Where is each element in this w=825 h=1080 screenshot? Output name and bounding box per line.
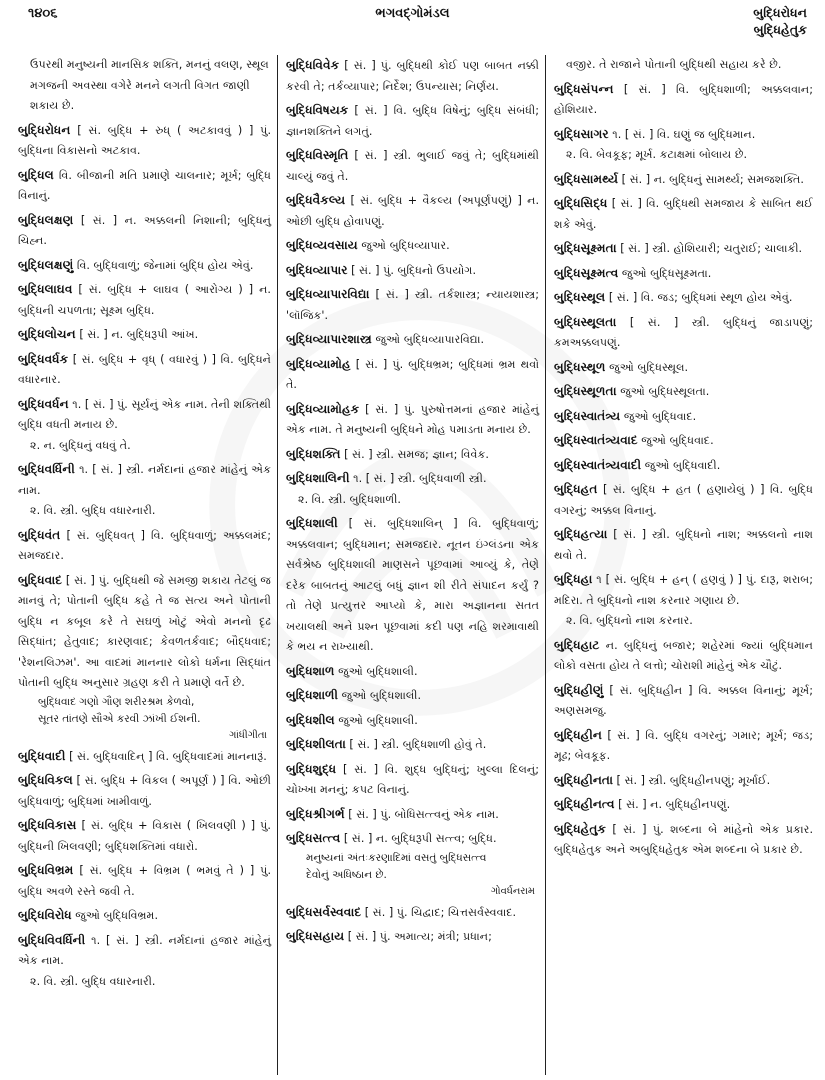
entry-headword: બુદ્ધિહા bbox=[554, 572, 593, 586]
entry-headword: બુદ્ધિસામર્થ્ય bbox=[554, 171, 619, 186]
guide-word-last: બુદ્ધિહેતુક bbox=[753, 22, 807, 37]
entry-definition: [ સં. ] સ્ત્રી. બુદ્ધિનો નાશ; અક્કલનો નાશ થવો તે. bbox=[554, 528, 813, 562]
entry-headword: બુદ્ધિવિકલ bbox=[18, 773, 73, 787]
entry-headword: બુદ્ધિવ્યાપારશાસ્ત્ર bbox=[286, 332, 372, 346]
entry-headword: બુદ્ધિવાદ bbox=[18, 572, 63, 587]
dictionary-entry bbox=[554, 569, 813, 632]
entry-headword: બુદ્ધિહીનતા bbox=[554, 772, 613, 787]
entry-headword: બુદ્ધિસ્વાતંત્ર્યવાદ bbox=[554, 433, 638, 447]
dictionary-entry bbox=[18, 120, 271, 162]
entry-definition: [ સં. ] વિ. બુદ્ધિ વિષેનું; બુદ્ધિ સંબંધી; જ્ઞાનશક્તિને લગતું. bbox=[286, 104, 539, 138]
dictionary-entry bbox=[554, 770, 813, 792]
entry-sub-sense: ૨. વિ. બેવકૂફ; મૂર્ખ. કટાક્ષમાં બોલાય છે. bbox=[566, 148, 748, 161]
page-header bbox=[0, 0, 825, 52]
entry-headword: બુદ્ધિવર્ધિની bbox=[18, 462, 75, 476]
entry-headword: બુદ્ધિવિભ્રમ bbox=[18, 863, 74, 877]
entry-headword: બુદ્ધિહેતુક bbox=[554, 821, 607, 836]
dictionary-entry bbox=[18, 815, 271, 857]
entry-continuation: ઉપરથી મનુષ્યની માનસિક શક્તિ, મનનું વલણ, સ્થૂલ મગજની અવસ્થા વગેરે મનને લગતી વિગત જાણી શકાય છે. bbox=[30, 58, 269, 112]
entry-definition: ન. બુદ્ધિનું બજાર; શહેરમાં જ્યાં બુદ્ધિમાન લોકો વસતા હોય તે લત્તો; ચોરાશી માંહેનું એક ચૌટું. bbox=[554, 638, 813, 672]
dictionary-entry bbox=[18, 394, 271, 457]
dictionary-entry bbox=[286, 55, 539, 97]
entry-definition: [ સં. બુદ્ધિ + વિભ્રમ ( ભમવું તે ) ] પું. બુદ્ધિ અવળે રસ્તે જવી તે. bbox=[18, 864, 271, 898]
dictionary-entry bbox=[554, 479, 813, 521]
dictionary-entry bbox=[554, 819, 813, 861]
entry-headword: બુદ્ધિશક્તિ bbox=[286, 446, 341, 461]
dictionary-entry bbox=[554, 312, 813, 354]
dictionary-entry bbox=[554, 635, 813, 677]
dictionary-entry bbox=[554, 357, 813, 379]
entry-definition: [ સં. બુદ્ધિ + વિકાસ ( ખિલવણી ) ] પું. બુદ્ધિની ખિલવણી; બુદ્ધિશક્તિમાં વધારો. bbox=[18, 819, 271, 853]
entry-headword: બુદ્ધિલક્ષણ bbox=[18, 212, 74, 227]
dictionary-entry bbox=[18, 255, 271, 277]
dictionary-entry bbox=[286, 685, 539, 707]
entry-headword: બુદ્ધિસહાય bbox=[286, 929, 345, 943]
entry-headword: બુદ્ધિસ્થૂળ bbox=[554, 359, 606, 374]
entry-headword: બુદ્ધિસ્વાતંત્ર્યવાદી bbox=[554, 457, 642, 472]
entry-definition: [ સં. બુદ્ધિહીન ] વિ. અક્કલ વિનાનું; મૂર્ખ; અણસમજુ. bbox=[554, 683, 813, 717]
entry-headword: બુદ્ધિહીણું bbox=[554, 682, 604, 697]
entry-definition: જુઓ બુદ્ધિસ્થૂલતા. bbox=[620, 385, 710, 398]
entry-definition: [ સં. ] પું. બુદ્ધિથી કોઈ પણ બાબત નક્કી કરવી તે; તર્કવ્યાપાર; નિર્દેશ; ઉપન્યાસ; નિર્ણય. bbox=[286, 59, 539, 93]
entry-quote-line: સૂતર તાંતણે સૌએ કરવી ઝાંખી ઈશની. bbox=[38, 712, 201, 725]
dictionary-entry bbox=[554, 263, 813, 285]
dictionary-entry bbox=[554, 381, 813, 403]
entry-definition: વિ. બીજાની મતિ પ્રમાણે ચાલનાર; મૂર્ખ; બુદ્ધિ વિનાનું. bbox=[18, 168, 271, 202]
dictionary-entry bbox=[286, 145, 539, 187]
entry-headword: બુદ્ધિશાળી bbox=[286, 688, 339, 702]
entry-definition: જુઓ બુદ્ધિવિભ્રમ. bbox=[75, 909, 159, 922]
entry-definition: [ સં. ] સ્ત્રી. બુદ્ધિહીનપણું; મૂર્ખાઈ. bbox=[616, 773, 771, 787]
entry-quote-line: મનુષ્યનાં અંતઃકરણાદિમાં વસતું બુદ્ધિસત્ત્વ bbox=[306, 851, 487, 864]
entry-definition: જુઓ બુદ્ધિવાદ. bbox=[623, 409, 697, 423]
dictionary-entry bbox=[18, 930, 271, 993]
entry-sub-sense: ૨. વિ. સ્ત્રી. બુદ્ધિ વધારનારી. bbox=[30, 974, 156, 988]
entry-headword: બુદ્ધિસત્ત્વ bbox=[286, 831, 341, 845]
entry-definition: [ સં. બુદ્ધિ + હત ( હણાયેલું ) ] વિ. બુદ્ધિ વગરનું; અક્કલ વિનાનું. bbox=[554, 483, 813, 517]
dictionary-entry bbox=[554, 725, 813, 767]
entry-headword: બુદ્ધિવ્યાપારવિદ્યા bbox=[286, 287, 370, 301]
entry-headword: બુદ્ધિવાદી bbox=[18, 748, 66, 763]
entry-definition: [ સં. બુદ્ધિવાદિન્ ] વિ. બુદ્ધિવાદમાં માનનારૂં. bbox=[69, 749, 267, 763]
book-title: ભગવદ્ગોમંડલ bbox=[375, 6, 450, 21]
entry-definition: [ સં. બુદ્ધિ + લાઘવ ( આરોગ્ય ) ] ન. બુદ્ધિની ચપળતા; સૂક્ષ્મ બુદ્ધિ. bbox=[18, 283, 271, 317]
dictionary-entry bbox=[18, 570, 271, 743]
dictionary-entry bbox=[554, 430, 813, 452]
entry-headword: બુદ્ધિહત bbox=[554, 482, 598, 496]
dictionary-entry bbox=[554, 287, 813, 309]
dictionary-entry bbox=[286, 759, 539, 801]
entry-headword: બુદ્ધિશીલતા bbox=[286, 737, 346, 751]
entry-headword: બુદ્ધિવિરોધ bbox=[18, 908, 72, 922]
entry-sub-sense: ૨. વિ. બુદ્ધિનો નાશ કરનાર. bbox=[566, 614, 693, 627]
entry-headword: બુદ્ધિહત્યા bbox=[554, 527, 608, 541]
dictionary-entry bbox=[286, 468, 539, 510]
entry-headword: બુદ્ધિવ્યામોહક bbox=[286, 401, 360, 416]
entry-headword: બુદ્ધિસૂક્ષ્મત્વ bbox=[554, 265, 619, 280]
dictionary-entry bbox=[286, 513, 539, 658]
dictionary-entry bbox=[554, 79, 813, 121]
entry-definition: જુઓ બુદ્ધિવાદ. bbox=[641, 434, 714, 447]
entry-headword: બુદ્ધિવ્યાપાર bbox=[286, 262, 348, 277]
dictionary-entry bbox=[286, 902, 539, 924]
dictionary-entry bbox=[554, 794, 813, 816]
page-number: ૧૪૦૬ bbox=[28, 6, 58, 21]
entry-definition: જુઓ બુદ્ધિશાલી. bbox=[341, 689, 422, 702]
dictionary-entry bbox=[554, 406, 813, 428]
dictionary-entry bbox=[554, 169, 813, 191]
entry-headword: બુદ્ધિસ્થૂલતા bbox=[554, 314, 617, 329]
entry-definition: [ સં. ] સ્ત્રી. ભુલાઈ જવું તે; બુદ્ધિમાંથી ચાલ્યું જવું તે. bbox=[286, 149, 539, 183]
entry-definition: [ સં. ] ન. બુદ્ધિહીનપણું. bbox=[618, 798, 731, 811]
entry-headword: બુદ્ધિવર્ધક bbox=[18, 351, 69, 366]
entry-headword: બુદ્ધિહીન bbox=[554, 727, 602, 742]
dictionary-entry bbox=[18, 746, 271, 768]
entry-sub-sense: ૨. ન. બુદ્ધિનું વધવું તે. bbox=[30, 438, 131, 452]
entry-quote-line: દેવોનું અધિષ્ઠાન છે. bbox=[306, 868, 387, 881]
entry-definition: [ સં. બુદ્ધિશાલિન્ ] વિ. બુદ્ધિવાળું; અક્કલવાન; બુદ્ધિમાન; સમજદાર. નૂતન ઇંગ્લંડના એક સર્વશ્રેષ્ઠ બુદ્ધિશાલી માણસને પૂછવામાં આવ્યું કે, તેણે દરેક બાબતનું આટલું બધું જ્ઞાન શી રીતે સંપાદન કર્યું ? તો તેણે પ્રત્યુત્તર આપ્યો કે, મારા અજ્ઞાનના સતત ખયાલથી અને પ્રશ્ન પૂછવામાં કદી પણ નહિ શરમાવાથી કે ભય ન રાખ્યાથી. bbox=[286, 517, 539, 653]
dictionary-entry bbox=[18, 525, 271, 567]
entry-sub-sense: ૨. વિ. સ્ત્રી. બુદ્ધિશાળી. bbox=[298, 492, 401, 506]
dictionary-entry bbox=[286, 329, 539, 351]
dictionary-entry bbox=[286, 284, 539, 326]
dictionary-entry bbox=[18, 349, 271, 391]
entry-headword: બુદ્ધિલાઘવ bbox=[18, 282, 73, 296]
entry-definition: [ સં. બુદ્ધિ + રુધ્ ( અટકાવવું ) ] પું. બુદ્ધિના વિકાસનો અટકાવ. bbox=[18, 123, 271, 157]
entry-quote-source: ગોવર્ધનરામ bbox=[490, 885, 535, 897]
dictionary-columns bbox=[18, 55, 818, 1075]
dictionary-entry bbox=[286, 190, 539, 232]
entry-definition: [ સં. ] ન. અક્કલની નિશાની; બુદ્ધિનું ચિહ્ન. bbox=[18, 213, 272, 247]
entry-definition: જુઓ બુદ્ધિશાલી. bbox=[338, 664, 418, 678]
entry-quote-source: ગાંધીગીતા bbox=[229, 729, 267, 741]
entry-definition: ૧. [ સં. ] પું. સૂર્યનું એક નામ. તેની શક્તિથી બુદ્ધિ વધતી મનાય છે. bbox=[18, 397, 271, 431]
entry-definition: [ સં. બુદ્ધિ + વિકલ ( અપૂર્ણ ) ] વિ. ઓછી બુદ્ધિવાળું; બુદ્ધિમાં ખામીવાળું. bbox=[18, 774, 271, 808]
entry-definition: [ સં. બુદ્ધિ + વૃધ્ ( વધારવું ) ] વિ. બુદ્ધિને વધારનાર. bbox=[18, 352, 271, 386]
entry-headword: બુદ્ધિવ્યવસાય bbox=[286, 238, 358, 252]
entry-headword: બુદ્ધિવિવર્ધિની bbox=[18, 932, 86, 947]
entry-definition: [ સં. ] વિ. બુદ્ધિથી સમજાય કે સાબિત થઈ શકે એવું. bbox=[554, 197, 813, 231]
entry-headword: બુદ્ધિરોધન bbox=[18, 122, 71, 137]
entry-headword: બુદ્ધિલક્ષણું bbox=[18, 257, 74, 272]
entry-definition: [ સં. ] પું. શબ્દના બે માંહેનો એક પ્રકાર. બુદ્ધિહેતુક અને અબુદ્ધિહેતુક એમ શબ્દના બે પ્રકાર છે. bbox=[554, 822, 813, 856]
entry-headword: બુદ્ધિવિવેક bbox=[286, 58, 340, 72]
entry-definition: [ સં. ] પું. ચિદ્વાદ; ચિત્તસર્વસ્વવાદ. bbox=[364, 905, 517, 919]
entry-headword: બુદ્ધિશાળ bbox=[286, 663, 335, 678]
entry-headword: બુદ્ધિસૂક્ષ્મતા bbox=[554, 241, 617, 255]
dictionary-entry bbox=[286, 399, 539, 441]
entry-quote-line: બુદ્ધિવાદ ગણો ગૌણ શરીરશ્રમ કેળવો, bbox=[38, 695, 195, 708]
dictionary-entry bbox=[18, 324, 271, 346]
entry-definition: [ સં. ] ન. બુદ્ધિરૂપી સત્ત્વ; બુદ્ધિ. bbox=[343, 832, 497, 845]
entry-definition: [ સં. ] ન. બુદ્ધિરૂપી આંખ. bbox=[79, 328, 199, 341]
entry-definition: વિ. બુદ્ધિવાળું; જેનામાં બુદ્ધિ હોય એવું. bbox=[76, 258, 254, 272]
entry-headword: બુદ્ધિસિદ્ધ bbox=[554, 196, 608, 210]
dictionary-entry bbox=[286, 100, 539, 142]
entry-definition: [ સં. ] વિ. જડ; બુદ્ધિમાં સ્થૂળ હોય એવું. bbox=[608, 291, 793, 304]
entry-headword: બુદ્ધિવ્યામોહ bbox=[286, 356, 351, 371]
entry-headword: બુદ્ધિસ્વાતંત્ર્ય bbox=[554, 408, 621, 423]
entry-definition: [ સં. ] પું. બુદ્ધિભ્રમ; બુદ્ધિમાં ભ્રમ થવો તે. bbox=[286, 357, 540, 391]
dictionary-entry bbox=[286, 354, 539, 396]
entry-headword: બુદ્ધિહીનત્વ bbox=[554, 797, 615, 811]
entry-definition: [ સં. ] પું. પુરુષોત્તમનાં હજાર માંહેનું એક નામ. તે મનુષ્યની બુદ્ધિને મોહ પમાડતા મનાય છે. bbox=[286, 402, 540, 436]
dictionary-entry bbox=[554, 455, 813, 477]
column-1 bbox=[18, 55, 277, 1075]
dictionary-entry bbox=[18, 905, 271, 927]
entry-headword: બુદ્ધિસર્વસ્વવાદ bbox=[286, 904, 362, 919]
entry-definition: ૧. [ સં. ] સ્ત્રી. નર્મદાનાં હજાર માંહેનું એક નામ. bbox=[18, 463, 271, 497]
dictionary-entry bbox=[286, 828, 539, 899]
dictionary-entry bbox=[18, 165, 271, 207]
entry-headword: બુદ્ધિવર્ધન bbox=[18, 396, 69, 411]
entry-headword: બુદ્ધિલ bbox=[18, 167, 54, 182]
entry-definition: [ સં. બુદ્ધિ + વૈકલ્ય (અપૂર્ણપણું) ] ન. ઓછી બુદ્ધિ હોવાપણું. bbox=[286, 194, 539, 228]
guide-words bbox=[753, 4, 807, 38]
entry-headword: બુદ્ધિશીલ bbox=[286, 712, 335, 727]
entry-headword: બુદ્ધિવિકાસ bbox=[18, 818, 77, 832]
entry-definition: જુઓ બુદ્ધિવ્યાપારવિદ્યા. bbox=[375, 333, 485, 346]
entry-definition: [ સં. ] ન. બુદ્ધિનું સામર્થ્ય; સમજશક્તિ. bbox=[621, 172, 804, 186]
entry-definition: જુઓ બુદ્ધિસૂક્ષ્મતા. bbox=[621, 266, 712, 280]
entry-headword: બુદ્ધિશાલી bbox=[286, 516, 338, 530]
dictionary-entry bbox=[286, 926, 539, 948]
dictionary-entry bbox=[18, 279, 271, 321]
entry-definition: ૧ [ સં. બુદ્ધિ + હન્ ( હણવું ) ] પું. દારૂ, શરાબ; મદિરા. તે બુદ્ધિનો નાશ કરનાર ગણાય છે. bbox=[554, 573, 813, 607]
entry-definition: [ સં. ] પું. બુદ્ધિથી જે સમજી શકાય તેટલું જ માનવું તે; પોતાની બુદ્ધિ કહે તે જ સત્ય અને પોતાની બુદ્ધિ ન કબૂલ કરે તે સઘળું ખોટું એવો મનનો દૃઢ સિદ્ધાંત; હેતુવાદ; કારણવાદ; કેવળતર્કવાદ; બૌદ્ધવાદ; 'રેશનલિઝમ'. આ વાદમાં માનનાર લોકો ધર્મના સિદ્ધાંત પોતાની બુદ્ધિ અનુસાર ગ્રહણ કરી તે પ્રમાણે વર્તે છે. bbox=[18, 573, 272, 689]
guide-word-first: બુદ્ધિરોધન bbox=[753, 5, 807, 20]
dictionary-entry bbox=[554, 124, 813, 166]
dictionary-entry bbox=[18, 210, 271, 252]
entry-definition: [ સં. ] સ્ત્રી. બુદ્ધિનું જાડાપણું; કમઅક્કલપણું. bbox=[554, 315, 813, 349]
entry-headword: બુદ્ધિસ્થૂળતા bbox=[554, 384, 617, 398]
entry-definition: [ સં. ] વિ. બુદ્ધિ વગરનું; ગમાર; મૂર્ખ; જડ; મૂઢ; બેવકૂફ. bbox=[554, 728, 813, 762]
entry-definition: [ સં. ] વિ. બુદ્ધિશાળી; અક્કલવાન; હોશિયાર. bbox=[554, 82, 813, 116]
entry-headword: બુદ્ધિસંપન્ન bbox=[554, 81, 614, 96]
entry-headword: બુદ્ધિસ્થૂલ bbox=[554, 290, 606, 304]
entry-headword: બુદ્ધિહાટ bbox=[554, 637, 600, 652]
column-2 bbox=[277, 55, 545, 1075]
entry-definition: જુઓ બુદ્ધિવાદી. bbox=[644, 458, 721, 472]
entry-definition: જુઓ બુદ્ધિસ્થૂલ. bbox=[609, 360, 689, 374]
entry-definition: [ સં. ] સ્ત્રી. હોશિયારી; ચતુરાઈ; ચાલાકી. bbox=[620, 242, 803, 255]
dictionary-entry bbox=[18, 459, 271, 522]
dictionary-entry bbox=[286, 235, 539, 257]
entry-definition: [ સં. ] પું. અમાત્ય; મંત્રી; પ્રધાન; bbox=[347, 930, 492, 943]
dictionary-entry bbox=[286, 661, 539, 683]
entry-headword: બુદ્ધિલોચન bbox=[18, 327, 76, 341]
column-3 bbox=[545, 55, 813, 1075]
entry-definition: [ સં. ] સ્ત્રી. તર્કશાસ્ત્ર; ન્યાયશાસ્ત્ર; 'લૉજિક'. bbox=[286, 288, 539, 322]
entry-headword: બુદ્ધિવંત bbox=[18, 527, 61, 542]
entry-headword: બુદ્ધિવિષયક bbox=[286, 103, 349, 117]
entry-definition: [ સં. ] વિ. શુદ્ધ બુદ્ધિનું; ખુલ્લા દિલનું; ચોખ્ખા મનનું; કપટ વિનાનું. bbox=[286, 762, 540, 796]
dictionary-entry bbox=[554, 680, 813, 722]
entry-definition: ૧. [ સં. ] સ્ત્રી. બુદ્ધિવાળી સ્ત્રી. bbox=[353, 472, 487, 485]
entry-headword: બુદ્ધિસાગર bbox=[554, 126, 609, 141]
entry-definition: ૧. [ સં. ] વિ. ઘણું જ બુદ્ધિમાન. bbox=[612, 127, 756, 141]
entry-definition: [ સં. ] પું. બુદ્ધિનો ઉપયોગ. bbox=[351, 263, 477, 277]
entry-definition: જુઓ બુદ્ધિશાલી. bbox=[338, 713, 418, 727]
entry-headword: બુદ્ધિશાલિની bbox=[286, 471, 350, 485]
entry-continuation: વજીર. તે રાજાને પોતાની બુદ્ધિથી સહાય કરે છે. bbox=[566, 58, 782, 71]
dictionary-entry bbox=[554, 193, 813, 235]
dictionary-entry bbox=[554, 524, 813, 566]
dictionary-entry bbox=[286, 804, 539, 826]
dictionary-entry bbox=[286, 444, 539, 466]
entry-headword: બુદ્ધિશ્રીગર્ભ bbox=[286, 806, 345, 821]
entry-headword: બુદ્ધિવિસ્મૃતિ bbox=[286, 148, 349, 162]
dictionary-entry bbox=[18, 770, 271, 812]
dictionary-entry bbox=[286, 260, 539, 282]
dictionary-entry bbox=[286, 734, 539, 756]
entry-sub-sense: ૨. વિ. સ્ત્રી. બુદ્ધિ વધારનારી. bbox=[30, 504, 156, 517]
dictionary-entry bbox=[554, 238, 813, 260]
dictionary-entry bbox=[286, 710, 539, 732]
entry-definition: [ સં. બુદ્ધિવત્ ] વિ. બુદ્ધિવાળું; અક્કલમંદ; સમજદાર. bbox=[18, 528, 272, 562]
entry-definition: જુઓ બુદ્ધિવ્યાપાર. bbox=[361, 239, 450, 252]
entry-definition: ૧. [ સં. ] સ્ત્રી. નર્મદાનાં હજાર માંહેનું એક નામ. bbox=[18, 933, 271, 967]
entry-definition: [ સં. ] સ્ત્રી. સમજ; જ્ઞાન; વિવેક. bbox=[344, 447, 489, 461]
entry-definition: [ સં. ] સ્ત્રી. બુદ્ધિશાળી હોવું તે. bbox=[349, 738, 487, 751]
entry-headword: બુદ્ધિવૈકલ્ય bbox=[286, 193, 346, 207]
entry-headword: બુદ્ધિશુદ્ધ bbox=[286, 761, 337, 776]
entry-definition: [ સં. ] પું. બોધિસત્ત્વનું એક નામ. bbox=[348, 807, 499, 821]
dictionary-entry bbox=[18, 860, 271, 902]
